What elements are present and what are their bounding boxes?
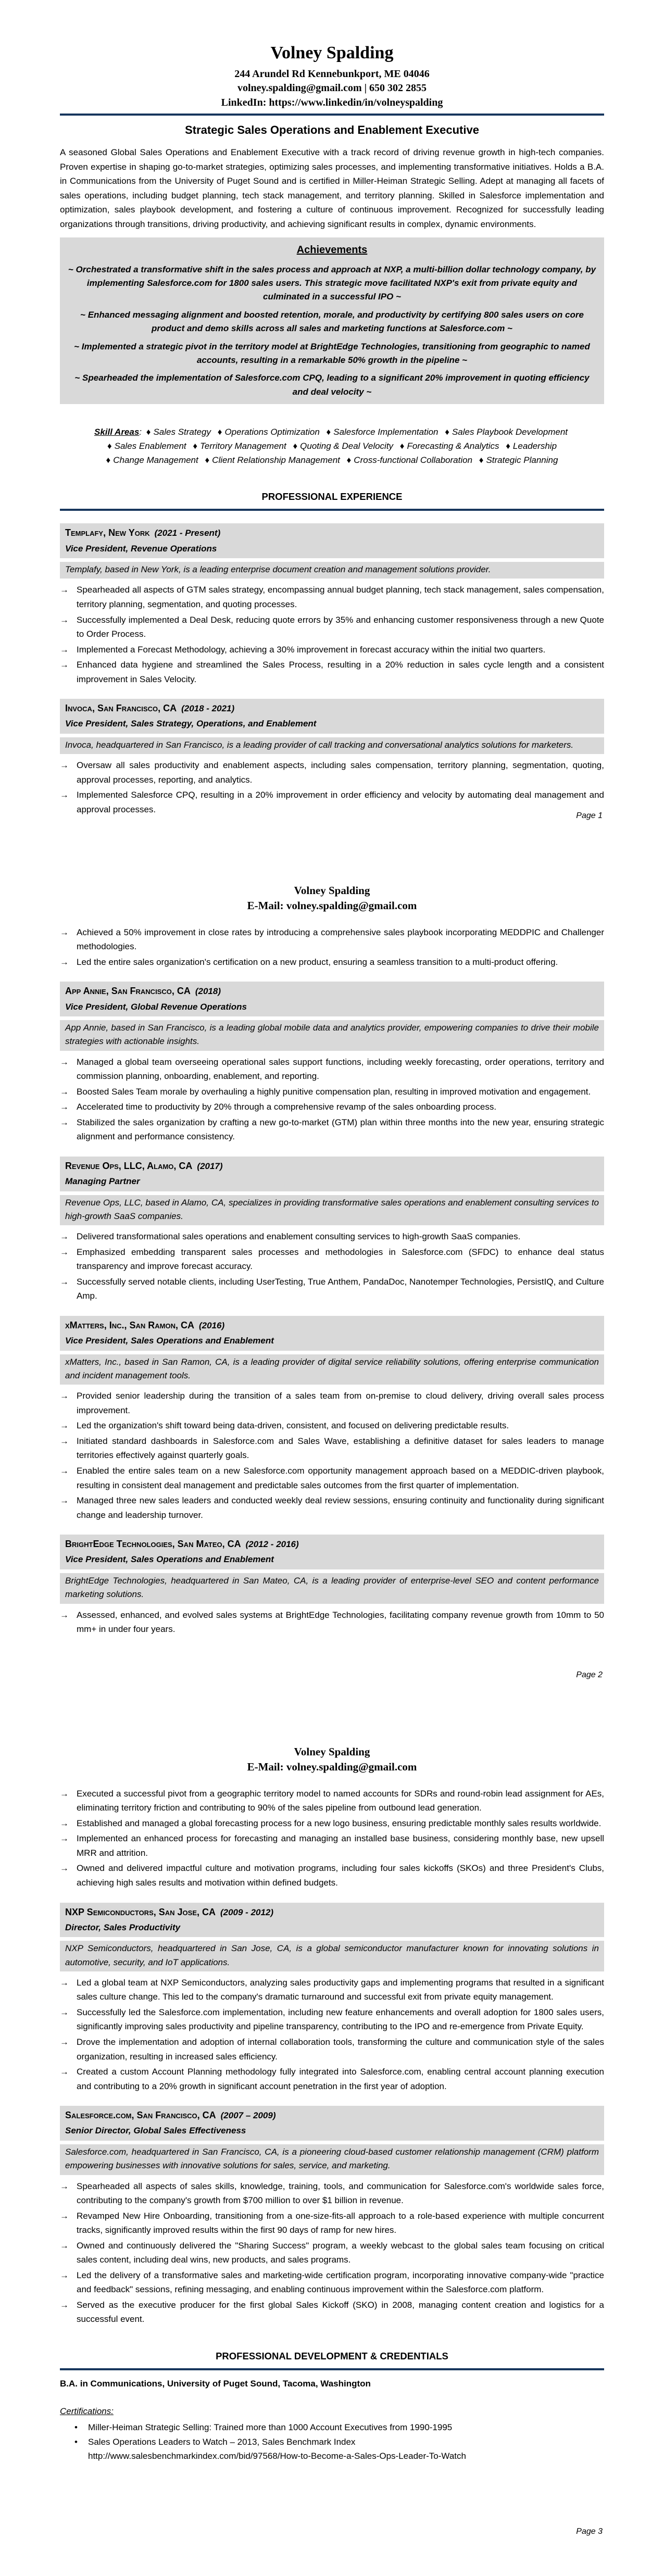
job-title: Vice President, Global Revenue Operations — [65, 1001, 247, 1012]
diamond-separator-icon: ♦ — [346, 455, 352, 466]
job-bullets — [60, 1389, 604, 1522]
skill-item: ♦ Salesforce Implementation — [326, 426, 439, 437]
skill-item: ♦ Client Relationship Management — [205, 455, 340, 466]
arrow-bullet-icon: → — [60, 1057, 69, 1067]
company-description: BrightEdge Technologies, headquartered in San Mateo, CA, is a leading provider of enterprise-level SEO and content performance marketing solutions. — [60, 1573, 604, 1604]
arrow-bullet-icon: → — [60, 760, 69, 771]
company-name: NXP Semiconductors, San Jose, CA — [65, 1906, 216, 1917]
diamond-separator-icon: ♦ — [217, 426, 222, 437]
diamond-separator-icon: ♦ — [479, 455, 484, 466]
bullet-item: → Led the delivery of a transformative sales and marketing-wide certification program, incorporating innovative company-wide "practice and feedback" sessions, refining messaging, and enabling continuous improvement within the Salesforce.com platform. — [60, 2268, 604, 2297]
bullet-item: → Accelerated time to productivity by 20% through a comprehensive revamp of the sales onboarding process. — [60, 1100, 604, 1114]
company-description: NXP Semiconductors, headquartered in San Jose, CA, is a global semiconductor manufacturer known for innovating solutions in automotive, security, and IoT applications. — [60, 1941, 604, 1971]
arrow-bullet-icon: → — [60, 927, 69, 937]
bullet-item: → Assessed, enhanced, and evolved sales systems at BrightEdge Technologies, facilitating company revenue growth from 10mm to 50 mm+ in under four years. — [60, 1608, 604, 1637]
skill-item: ♦ Quoting & Deal Velocity — [293, 441, 394, 451]
page-number: Page 3 — [576, 2527, 603, 2536]
candidate-name: Volney Spalding — [270, 43, 394, 62]
bullet-item: → Oversaw all sales productivity and enablement aspects, including sales compensation, territory planning, segmentation, quoting, approval processes, reporting, and analytics. — [60, 758, 604, 787]
job-section-app-annie — [60, 982, 604, 1144]
bullet-item: → Executed a successful pivot from a geographic territory model to named accounts for SDRs and round-robin lead assignment for AEs, eliminating territory friction and contributing to 90% of the sales pipeline from outbound lead generation. — [60, 1787, 604, 1815]
bullet-item: → Implemented Salesforce CPQ, resulting in a 20% improvement in order efficiency and velocity by automating deal management and approval processes. — [60, 788, 604, 816]
address-line: 244 Arundel Rd Kennebunkport, ME 04046 — [234, 68, 430, 80]
company-name: xMatters, Inc., San Ramon, CA — [65, 1320, 194, 1330]
bullet-item: → Created a custom Account Planning methodology fully integrated into Salesforce.com, enabling central account planning execution and contributing to a 20% growth in significant account penetration in the first year of adoption. — [60, 2065, 604, 2093]
skills-items — [104, 427, 570, 465]
arrow-bullet-icon: → — [60, 1232, 69, 1242]
bullet-item: → Initiated standard dashboards in Salesforce.com and Sales Wave, establishing a definitive dataset for sales leaders to manage territories effectively against quarterly goals. — [60, 1434, 604, 1463]
bullet-dot-icon: • — [74, 2437, 78, 2447]
job-bullets — [60, 1608, 604, 1637]
certification-text: Sales Operations Leaders to Watch – 2013, Sales Benchmark Index — [88, 2437, 356, 2447]
bullet-item: → Served as the executive producer for the first global Sales Kickoff (SKO) in 2008, managing content creation and logistics for a successful event. — [60, 2298, 604, 2327]
arrow-bullet-icon: → — [60, 2181, 69, 2191]
certifications-list — [60, 2421, 604, 2463]
job-header — [60, 1157, 604, 1191]
job-bullets — [60, 1055, 604, 1144]
bullet-item: → Enhanced data hygiene and streamlined the Sales Process, resulting in a 20% reduction in sales cycle length and a consistent improvement in Sales Velocity. — [60, 658, 604, 686]
arrow-bullet-icon: → — [60, 614, 69, 625]
skills-colon: : — [139, 426, 142, 437]
arrow-bullet-icon: → — [60, 585, 69, 595]
experience-divider — [60, 509, 604, 511]
job-title: Managing Partner — [65, 1176, 140, 1187]
bullet-item: → Boosted Sales Team morale by overhauling a highly punitive compensation plan, resulting in improved motivation and engagement. — [60, 1085, 604, 1099]
company-name: Templafy, New York — [65, 527, 150, 538]
bullet-item: → Achieved a 50% improvement in close rates by introducing a comprehensive sales playbook incorporating MEDDPIC and Challenger methodologies. — [60, 925, 604, 954]
bullet-item: → Revamped New Hire Onboarding, transitioning from a one-size-fits-all approach to a role-based experience with multiple concurrent tracks, significantly improved results within the first 90 days of ramp for new hires. — [60, 2209, 604, 2238]
certification-item — [74, 2435, 604, 2463]
skill-item: ♦ Sales Enablement — [107, 441, 186, 451]
job-title: Vice President, Sales Operations and Enablement — [65, 1554, 274, 1565]
job-header — [60, 1535, 604, 1569]
job-header — [60, 1903, 604, 1938]
arrow-bullet-icon: → — [60, 1436, 69, 1446]
job-header — [60, 982, 604, 1016]
continuation-name: Volney Spalding — [294, 1745, 370, 1758]
job-bullets — [60, 2179, 604, 2327]
bullet-item: → Owned and delivered impactful culture and motivation programs, including four sales kickoffs (SKOs) and three President's Clubs, achieving high sales results and motivation within defined budgets. — [60, 1861, 604, 1890]
continuation-email: E-Mail: volney.spalding@gmail.com — [247, 1761, 417, 1774]
bullet-item: → Established and managed a global forecasting process for a new logo business, ensuring predictable monthly sales results worldwide. — [60, 1816, 604, 1831]
bullet-item: → Stabilized the sales organization by crafting a new go-to-market (GTM) plan within three months into the new year, ensuring strategic alignment and performance consistency. — [60, 1115, 604, 1144]
diamond-separator-icon: ♦ — [146, 426, 151, 437]
bullet-item: → Implemented an enhanced process for forecasting and managing an installed base business, considering monthly base, new upsell MRR and attrition. — [60, 1831, 604, 1860]
arrow-bullet-icon: → — [60, 644, 69, 655]
skill-item: ♦ Strategic Planning — [479, 455, 558, 466]
bullet-item: → Successfully served notable clients, including UserTesting, True Anthem, PandaDoc, Nanotemper Technologies, PersistIQ, and Culture Amp. — [60, 1275, 604, 1303]
contact-line: volney.spalding@gmail.com | 650 302 2855 — [237, 82, 427, 94]
job-title: Senior Director, Global Sales Effectiveness — [65, 2126, 246, 2136]
job-header — [60, 1316, 604, 1351]
job-section-nxp — [60, 1903, 604, 2094]
job-bullets — [60, 758, 604, 816]
company-description: Templafy, based in New York, is a leading enterprise document creation and management solutions provider. — [60, 562, 604, 579]
bullet-item: → Emphasized embedding transparent sales processes and methodologies in Salesforce.com (SFDC) to enhance deal status transparency and improve forecast accuracy. — [60, 1245, 604, 1274]
company-description: Invoca, headquartered in San Francisco, is a leading provider of call tracking and conversational analytics solutions for marketers. — [60, 737, 604, 754]
diamond-separator-icon: ♦ — [326, 426, 331, 437]
company-name: App Annie, San Francisco, CA — [65, 986, 191, 997]
job-section-revenue-ops — [60, 1157, 604, 1303]
continuation-header — [60, 883, 604, 914]
arrow-bullet-icon: → — [60, 1391, 69, 1401]
arrow-bullet-icon: → — [60, 2270, 69, 2280]
continuation-name: Volney Spalding — [294, 884, 370, 897]
job-bullets-continued — [60, 925, 604, 970]
job-section-brightedge — [60, 1535, 604, 1636]
arrow-bullet-icon: → — [60, 1863, 69, 1874]
bullet-item: → Spearheaded all aspects of sales skills, knowledge, training, tools, and communication for Salesforce.com's worldwide sales force, contributing to the company's growth from $700 million to over $1 billion in revenue. — [60, 2179, 604, 2208]
achievement-item: ~ Orchestrated a transformative shift in the sales process and approach at NXP, a multi-billion dollar technology company, by implementing Salesforce.com for 1800 sales users. This strategic move facilitated NXP's exit from private equity and culminated in a successful IPO ~ — [68, 264, 596, 302]
job-bullets — [60, 1976, 604, 2093]
page-3 — [0, 1709, 664, 2576]
arrow-bullet-icon: → — [60, 2299, 69, 2310]
achievements-section — [60, 237, 604, 404]
bullet-item: → Provided senior leadership during the transition of a sales team from on-premise to cloud delivery, driving overall sales process improvement. — [60, 1389, 604, 1417]
continuation-email: E-Mail: volney.spalding@gmail.com — [247, 899, 417, 912]
linkedin-url: LinkedIn: https://www.linkedin/in/volneyspalding — [221, 96, 443, 108]
job-section-templafy — [60, 523, 604, 686]
development-heading: PROFESSIONAL DEVELOPMENT & CREDENTIALS — [216, 2350, 448, 2361]
summary-paragraph: A seasoned Global Sales Operations and Enablement Executive with a track record of driving revenue growth in high-tech companies. Proven expertise in shaping go-to-market strategies, optimizing sales processes, and implementing transformative initiatives. Holds a B.A. in Communications from the University of Puget Sound and is certified in Miller-Heiman Strategic Selling. Adept at managing all facets of sales operations, including budget planning, tech stack management, and territory planning. Skilled in Salesforce implementation and optimization, sales playbook development, and fostering a culture of continuous improvement. Recognized for successfully leading organizations through transitions, driving productivity, and achieving significant results in complex, dynamic environments. — [60, 147, 604, 229]
bullet-item: → Delivered transformational sales operations and enablement consulting services to high-growth SaaS companies. — [60, 1229, 604, 1244]
resume-header — [60, 43, 604, 110]
continuation-header — [60, 1744, 604, 1775]
company-description: Salesforce.com, headquartered in San Francisco, CA, is a pioneering cloud-based customer relationship management (CRM) platform empowering businesses with innovative solutions for sales, service, and marketing. — [60, 2144, 604, 2175]
job-title: Vice President, Sales Operations and Enablement — [65, 1336, 274, 1346]
job-dates: (2018 - 2021) — [181, 703, 235, 714]
bullet-item: → Led a global team at NXP Semiconductors, analyzing sales productivity gaps and implementing programs that resulted in a significant sales culture change. This led to the company's dramatic turnaround and successful exit from private equity management. — [60, 1976, 604, 2004]
bullet-item: → Led the organization's shift toward being data-driven, consistent, and focused on delivering predictable results. — [60, 1418, 604, 1433]
job-dates: (2016) — [198, 1320, 225, 1330]
diamond-separator-icon: ♦ — [205, 455, 210, 466]
page-number: Page 2 — [576, 1670, 603, 1680]
arrow-bullet-icon: → — [60, 2007, 69, 2017]
skill-item: ♦ Leadership — [506, 441, 557, 451]
achievement-item: ~ Enhanced messaging alignment and boosted retention, morale, and productivity by certifying 800 sales users on core product and demo skills across all sales and marketing functions at Salesforce.com ~ — [80, 309, 584, 334]
skills-line — [60, 425, 604, 468]
arrow-bullet-icon: → — [60, 1086, 69, 1097]
job-section-xmatters — [60, 1316, 604, 1522]
job-bullets — [60, 583, 604, 686]
skill-item: ♦ Cross-functional Collaboration — [346, 455, 473, 466]
diamond-separator-icon: ♦ — [293, 441, 298, 451]
job-dates: (2017) — [197, 1161, 223, 1171]
bullet-item: → Implemented a Forecast Methodology, achieving a 30% improvement in forecast accuracy within the initial two quarters. — [60, 643, 604, 657]
job-bullets-continued — [60, 1787, 604, 1890]
company-description: App Annie, based in San Francisco, is a leading global mobile data and analytics provider, empowering companies to drive their mobile strategies with actionable insights. — [60, 1020, 604, 1051]
arrow-bullet-icon: → — [60, 1421, 69, 1431]
job-dates: (2007 – 2009) — [220, 2110, 276, 2121]
experience-heading: PROFESSIONAL EXPERIENCE — [261, 491, 403, 502]
bullet-item: → Drove the implementation and adoption of internal collaboration tools, transforming the culture and communication style of the sales organization, resulting in increased sales efficiency. — [60, 2035, 604, 2064]
arrow-bullet-icon: → — [60, 1117, 69, 1127]
diamond-separator-icon: ♦ — [506, 441, 510, 451]
job-title: Director, Sales Productivity — [65, 1922, 181, 1932]
job-bullets — [60, 1229, 604, 1303]
arrow-bullet-icon: → — [60, 1610, 69, 1620]
resume-title: Strategic Sales Operations and Enablement Executive — [185, 123, 479, 136]
development-divider — [60, 2368, 604, 2370]
company-description: Revenue Ops, LLC, based in Alamo, CA, specializes in providing transformative sales operations and enablement consulting services to high-growth SaaS companies. — [60, 1195, 604, 1226]
arrow-bullet-icon: → — [60, 1247, 69, 1257]
arrow-bullet-icon: → — [60, 1276, 69, 1287]
arrow-bullet-icon: → — [60, 2240, 69, 2251]
page-number: Page 1 — [576, 811, 603, 821]
job-section-invoca — [60, 699, 604, 816]
bullet-dot-icon: • — [74, 2422, 78, 2432]
bullet-item: → Managed three new sales leaders and conducted weekly deal review sessions, ensuring continuity and functionality during significant change and leadership turnover. — [60, 1493, 604, 1522]
achievements-list — [67, 263, 597, 399]
skill-item: ♦ Forecasting & Analytics — [399, 441, 499, 451]
company-name: BrightEdge Technologies, San Mateo, CA — [65, 1539, 241, 1550]
arrow-bullet-icon: → — [60, 1496, 69, 1506]
arrow-bullet-icon: → — [60, 1466, 69, 1476]
bullet-item: → Spearheaded all aspects of GTM sales strategy, encompassing annual budget planning, tech stack management, sales compensation, territory planning, segmentation, and quoting processes. — [60, 583, 604, 611]
bullet-item: → Owned and continuously delivered the "Sharing Success" program, a weekly webcast to the global sales team focusing on critical sales content, including deal wins, new products, and sales programs. — [60, 2239, 604, 2267]
diamond-separator-icon: ♦ — [107, 441, 112, 451]
skill-item: ♦ Territory Management — [193, 441, 286, 451]
certification-url: http://www.salesbenchmarkindex.com/bid/97568/How-to-Become-a-Sales-Ops-Leader-To-Watch — [88, 2451, 466, 2461]
arrow-bullet-icon: → — [60, 660, 69, 670]
diamond-separator-icon: ♦ — [193, 441, 198, 451]
arrow-bullet-icon: → — [60, 1102, 69, 1112]
arrow-bullet-icon: → — [60, 1818, 69, 1828]
job-header — [60, 2106, 604, 2141]
header-divider — [60, 114, 604, 116]
certification-text: Miller-Heiman Strategic Selling: Trained more than 1000 Account Executives from 1990-1995 — [88, 2422, 453, 2432]
diamond-separator-icon: ♦ — [445, 426, 449, 437]
skill-item: ♦ Operations Optimization — [217, 426, 320, 437]
arrow-bullet-icon: → — [60, 2037, 69, 2047]
page-1 — [0, 0, 664, 850]
job-dates: (2009 - 2012) — [220, 1907, 274, 1917]
job-header — [60, 699, 604, 734]
bullet-item: → Enabled the entire sales team on a new Salesforce.com opportunity management approach based on a MEDDIC-driven playbook, resulting in consistent deal management and predictable sales outcomes from the first quarter of implementation. — [60, 1464, 604, 1492]
job-title: Vice President, Revenue Operations — [65, 543, 217, 554]
diamond-separator-icon: ♦ — [106, 455, 111, 466]
job-dates: (2012 - 2016) — [245, 1539, 299, 1550]
company-description: xMatters, Inc., based in San Ramon, CA, is a leading provider of digital service reliability solutions, offering enterprise communication and incident management tools. — [60, 1354, 604, 1385]
bullet-item: → Led the entire sales organization's certification on a new product, ensuring a seamless transition to a multi-product offering. — [60, 955, 604, 970]
certification-item — [74, 2421, 604, 2434]
bullet-item: → Successfully implemented a Deal Desk, reducing quote errors by 35% and enhancing customer responsiveness through a new Quote to Order Process. — [60, 613, 604, 642]
skills-label: Skill Areas — [94, 426, 140, 437]
skill-item: ♦ Change Management — [106, 455, 198, 466]
company-name: Revenue Ops, LLC, Alamo, CA — [65, 1160, 193, 1171]
company-name: Invoca, San Francisco, CA — [65, 703, 177, 714]
company-name: Salesforce.com, San Francisco, CA — [65, 2110, 216, 2121]
arrow-bullet-icon: → — [60, 2210, 69, 2221]
certifications-label: Certifications: — [60, 2406, 114, 2417]
job-header — [60, 523, 604, 558]
arrow-bullet-icon: → — [60, 2067, 69, 2077]
job-dates: (2018) — [195, 986, 221, 997]
arrow-bullet-icon: → — [60, 1833, 69, 1844]
page-2 — [0, 850, 664, 1709]
job-dates: (2021 - Present) — [154, 528, 221, 538]
arrow-bullet-icon: → — [60, 790, 69, 800]
arrow-bullet-icon: → — [60, 957, 69, 967]
education-line: B.A. in Communications, University of Puget Sound, Tacoma, Washington — [60, 2378, 371, 2389]
arrow-bullet-icon: → — [60, 1788, 69, 1799]
achievement-item: ~ Implemented a strategic pivot in the territory model at BrightEdge Technologies, transitioning from geographic to named accounts, resulting in a remarkable 50% growth in the pipeline ~ — [74, 341, 590, 365]
skill-item: ♦ Sales Strategy — [146, 426, 211, 437]
arrow-bullet-icon: → — [60, 1977, 69, 1988]
job-title: Vice President, Sales Strategy, Operations, and Enablement — [65, 719, 317, 729]
diamond-separator-icon: ♦ — [399, 441, 405, 451]
achievements-heading: Achievements — [296, 244, 368, 256]
skill-item: ♦ Sales Playbook Development — [445, 426, 568, 437]
job-section-salesforce — [60, 2106, 604, 2327]
bullet-item: → Successfully led the Salesforce.com implementation, including new feature enhancements and overall adoption for 1800 sales users, significantly improving sales productivity and pipeline transparency, contributing to the IPO and re-emergence from Private Equity. — [60, 2005, 604, 2034]
achievement-item: ~ Spearheaded the implementation of Salesforce.com CPQ, leading to a significant 20% improvement in quoting efficiency and deal velocity ~ — [74, 373, 590, 397]
bullet-item: → Managed a global team overseeing operational sales support functions, including weekly forecasting, order operations, territory and commission planning, onboarding, enablement, and reporting. — [60, 1055, 604, 1084]
